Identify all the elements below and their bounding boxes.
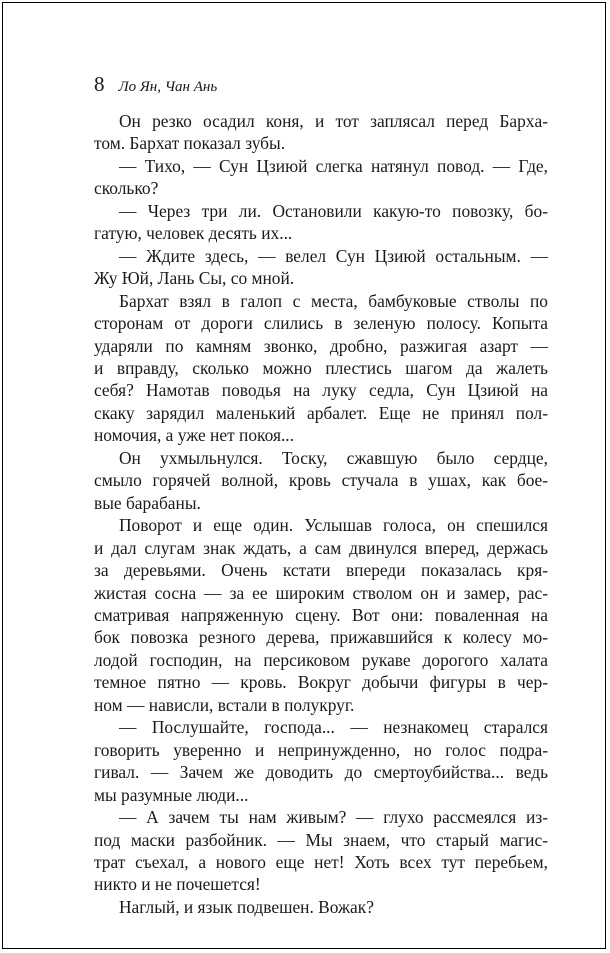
text-line: Наглый, и язык подвешен. Вожак? [119, 896, 374, 917]
text-line: мы разумные люди... [94, 784, 249, 805]
paragraph [94, 290, 548, 447]
text-line: темное пятно — кровь. Вокруг добычи фигуры в чер- [94, 672, 548, 693]
paragraph [94, 514, 548, 716]
running-head-authors: Ло Ян, Чан Ань [118, 79, 218, 95]
text-line: сматривая напряженную сцену. Вот они: поваленная на [94, 604, 548, 625]
text-line: — Послушайте, господа... — незнакомец старался [119, 717, 548, 738]
text-line: Бархат взял в галоп с места, бамбуковые стволы по [119, 290, 548, 311]
text-line: вые барабаны. [94, 492, 201, 513]
text-line: гивал. — Зачем же доводить до смертоубийства... ведь [94, 762, 548, 783]
text-line: смыло горячей волной, кровь стучала в ушах, как боe- [94, 470, 548, 491]
text-line: скаку зарядил маленький арбалет. Еще не принял пол- [94, 402, 548, 423]
text-line: — Ждите здесь, — велел Сун Цзиюй остальным. — [119, 245, 548, 266]
text-line: за деревьями. Очень кстати впереди показалась кря- [94, 560, 548, 581]
text-line: — Через три ли. Остановили какую-то повозку, бо- [119, 200, 548, 221]
paragraph [94, 245, 548, 290]
text-line: — Тихо, — Сун Цзиюй слегка натянул повод. — Где, [119, 155, 548, 176]
paragraph [94, 806, 548, 896]
paragraph [94, 155, 548, 200]
text-line: и вправду, сколько можно плестись шагом да жалеть [94, 357, 548, 378]
text-line: Жу Юй, Лань Сы, со мной. [94, 268, 295, 289]
text-line: и дал слугам знак ждать, а сам двинулся вперед, держась [94, 537, 548, 558]
paragraph [94, 110, 548, 155]
text-line: бок повозка резного дерева, прижавшийся к колесу мо- [94, 627, 548, 648]
text-line: лодой господин, на персиковом рукаве дорогого халата [94, 649, 548, 670]
text-line: под маски разбойник. — Мы знаем, что старый магис- [94, 829, 548, 850]
text-line: гатую, человек десять их... [94, 223, 293, 244]
page-number: 8 [94, 72, 105, 96]
text-line: трат съехал, а нового еще нет! Хоть всех тут перебьем, [94, 851, 548, 872]
text-line: — А зачем ты нам живым? — глухо рассмеялся из- [119, 807, 548, 828]
paragraph [94, 716, 548, 806]
paragraph [94, 896, 548, 918]
paragraph [94, 200, 548, 245]
text-line: сторонам от дороги слились в зеленую полосу. Копыта [94, 313, 548, 334]
text-line: ударяли по камням звонко, дробно, разжигая азарт — [94, 335, 548, 356]
text-line: никто и не почешется! [94, 874, 261, 895]
text-line: Он резко осадил коня, и тот заплясал перед Бархa- [119, 111, 548, 131]
text-line: Поворот и еще один. Услышав голоса, он спешился [119, 515, 548, 536]
text-line: сколько? [94, 178, 159, 199]
text-line: том. Бархат показал зубы. [94, 133, 286, 154]
running-head [94, 72, 217, 99]
text-line: номочия, а уже нет покоя... [94, 425, 294, 446]
text-line: ном — нависли, встали в полукруг. [94, 694, 355, 715]
body-text [94, 110, 548, 918]
text-line: говорить уверенно и непринужденно, но голос подра- [94, 739, 548, 760]
paragraph [94, 447, 548, 514]
text-line: Он ухмыльнулся. Тоску, сжавшую было сердце, [119, 447, 548, 468]
text-line: жистая сосна — за ее широким стволом он и замер, рас- [94, 582, 548, 603]
text-line: себя? Намотав поводья на луку седла, Сун Цзиюй на [94, 380, 548, 401]
